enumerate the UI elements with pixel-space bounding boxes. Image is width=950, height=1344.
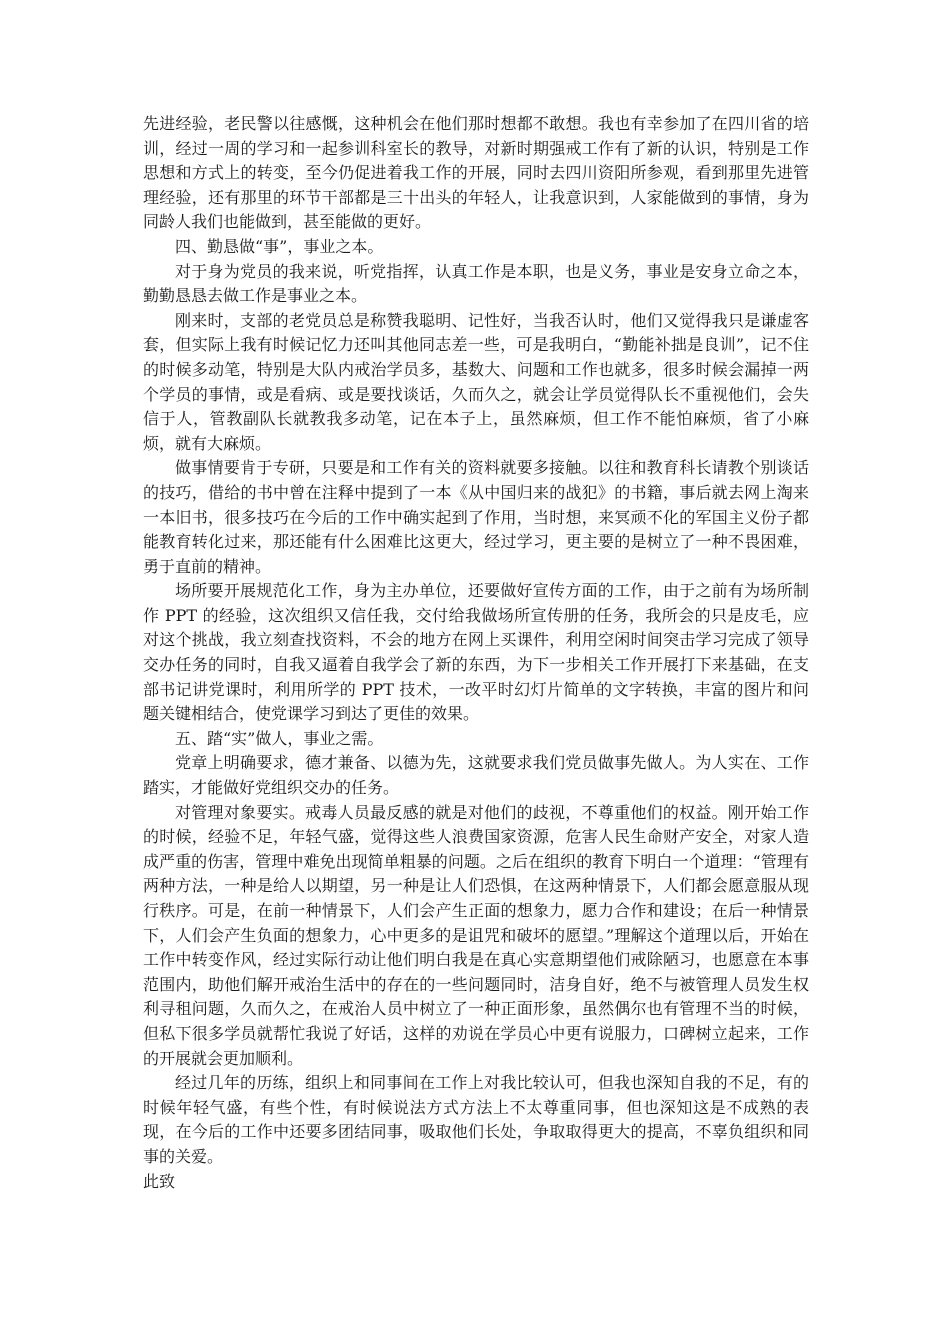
section-heading-five: 五、踏“实”做人，事业之需。: [175, 728, 384, 748]
paragraph: 场所要开展规范化工作，身为主办单位，还要做好宣传方面的工作，由于之前有为场所制作 PPT 的经验，这次组织又信任我，交付给我做场所宣传册的任务，我所会的只是皮毛，应对这个挑战，我立刻查找资料，不会的地方在网上买课件，利用空闲时间突击学习完成了领导交办任务的同时，自我又逼着自我学会了新的东西，为下一步相关工作开展打下来基础，在支部书记讲党课时，利用所学的 PPT 技术，一改平时幻灯片简单的文字转换，丰富的图片和问题关键相结合，使党课学习到达了更佳的效果。: [143, 581, 809, 724]
section-heading-four: 四、勤恳做“事”，事业之本。: [175, 236, 384, 256]
paragraph: 对于身为党员的我来说，听党指挥，认真工作是本职，也是义务，事业是安身立命之本，勤勤恳恳去做工作是事业之本。: [143, 261, 809, 306]
closing-salutation: 此致: [143, 1171, 176, 1191]
document-body: [143, 112, 809, 1194]
paragraph-intro-continued: 先进经验，老民警以往感慨，这种机会在他们那时想都不敢想。我也有幸参加了在四川省的培训，经过一周的学习和一起参训科室长的教导，对新时期强戒工作有了新的认识，特别是工作思想和方式上的转变，至今仍促进着我工作的开展，同时去四川资阳所参观，看到那里先进管理经验，还有那里的环节干部都是三十出头的年轻人，让我意识到，人家能做到的事情，身为同龄人我们也能做到，甚至能做的更好。: [143, 114, 809, 232]
paragraph: 党章上明确要求，德才兼备、以德为先，这就要求我们党员做事先做人。为人实在、工作踏实，才能做好党组织交办的任务。: [143, 753, 809, 798]
paragraph: 对管理对象要实。戒毒人员最反感的就是对他们的歧视，不尊重他们的权益。刚开始工作的时候，经验不足，年轻气盛，觉得这些人浪费国家资源，危害人民生命财产安全，对家人造成严重的伤害，管理中难免出现简单粗暴的问题。之后在组织的教育下明白一个道理：“管理有两种方法，一种是给人以期望，另一种是让人们恐惧，在这两种情景下，人们都会愿意服从现行秩序。可是，在前一种情景下，人们会产生正面的想象力，愿力合作和建设；在后一种情景下，人们会产生负面的想象力，心中更多的是诅咒和破坏的愿望。”理解这个道理以后，开始在工作中转变作风，经过实际行动让他们明白我是在真心实意期望他们戒除陋习，也愿意在本事范围内，助他们解开戒治生活中的存在的一些问题同时，洁身自好，绝不与被管理人员发生权利寻租问题，久而久之，在戒治人员中树立了一种正面形象，虽然偶尔也有管理不当的时候，但私下很多学员就帮忙我说了好话，这样的劝说在学员心中更有说服力，口碑树立起来，工作的开展就会更加顺利。: [143, 802, 809, 1068]
paragraph: 刚来时，支部的老党员总是称赞我聪明、记性好，当我否认时，他们又觉得我只是谦虚客套，但实际上我有时候记忆力还叫其他同志差一些，可是我明白，“勤能补拙是良训”，记不住的时候多动笔，特别是大队内戒治学员多，基数大、问题和工作也就多，很多时候会漏掉一两个学员的事情，或是看病、或是要找谈话，久而久之，就会让学员觉得队长不重视他们，会失信于人，管教副队长就教我多动笔，记在本子上，虽然麻烦，但工作不能怕麻烦，省了小麻烦，就有大麻烦。: [143, 310, 809, 453]
paragraph: 经过几年的历练，组织上和同事间在工作上对我比较认可，但我也深知自我的不足，有的时候年轻气盛，有些个性，有时候说法方式方法上不太尊重同事，但也深知这是不成熟的表现，在今后的工作中还要多团结同事，吸取他们长处，争取取得更大的提高，不辜负组织和同事的关爱。: [143, 1073, 809, 1166]
paragraph: 做事情要肯于专研，只要是和工作有关的资料就要多接触。以往和教育科长请教个别谈话的技巧，借给的书中曾在注释中提到了一本《从中国归来的战犯》的书籍，事后就去网上淘来一本旧书，很多技巧在今后的工作中确实起到了作用，当时想，来冥顽不化的军国主义份子都能教育转化过来，那还能有什么困难比这更大，经过学习，更主要的是树立了一种不畏困难，勇于直前的精神。: [143, 458, 809, 576]
